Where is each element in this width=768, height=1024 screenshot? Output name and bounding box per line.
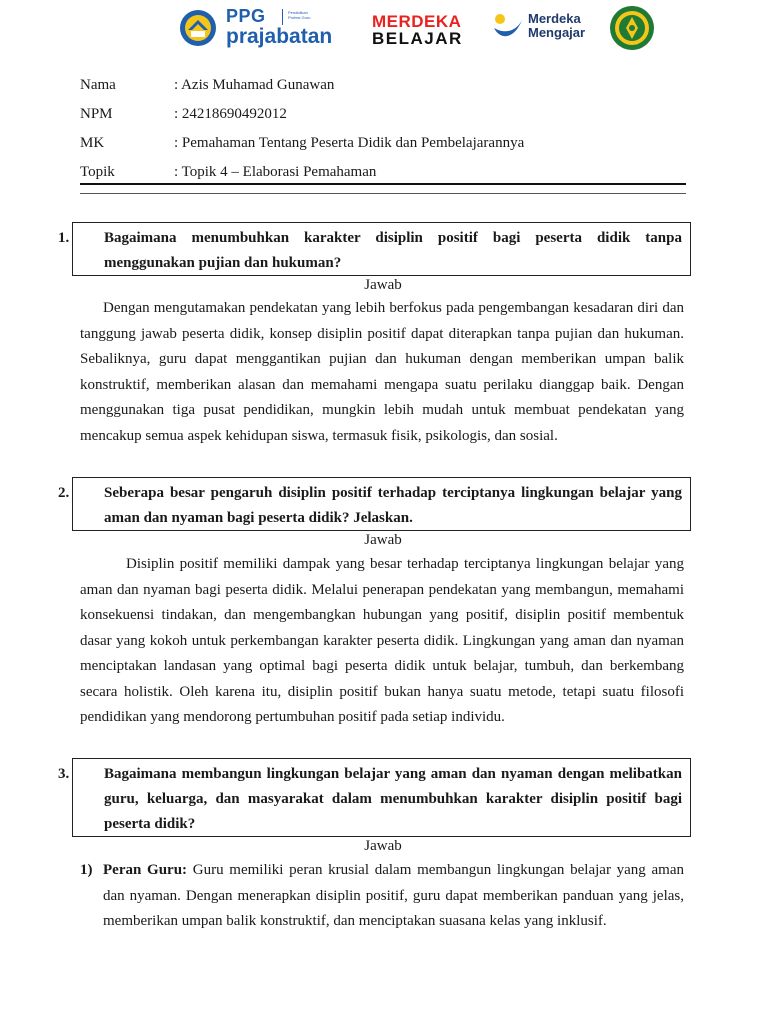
jawab-label-1: Jawab bbox=[364, 277, 402, 293]
mm-line1: Merdeka bbox=[528, 11, 581, 26]
question-1 bbox=[58, 226, 682, 276]
kemendikbud-logo-icon bbox=[176, 8, 220, 48]
header-divider-thin bbox=[80, 193, 686, 194]
header-divider-thick bbox=[80, 183, 686, 185]
university-seal-icon bbox=[608, 4, 656, 52]
answer-paragraph-1: Dengan mengutamakan pendekatan yang lebih berfokus pada pengembangan kesadaran diri dan tanggung jawab peserta didik, konsep disiplin positif dapat diterapkan tanpa pujian dan hukuman. Sebaliknya, guru dapat menggantikan pujian dan hukuman dengan memberikan umpan balik konstruktif, memberikan alasan dan memahami mengapa suatu perilaku dianggap baik. Dengan menggunakan tiga pusat pendidikan, mungkin lebih mudah untuk membuat pendekatan yang mencakup semua aspek kehidupan siswa, termasuk fisik, psikologis, dan sosial. bbox=[80, 300, 684, 444]
info-value: : Pemahaman Tentang Peserta Didik dan Pembelajarannya bbox=[174, 135, 525, 151]
answer-item-text: Guru memiliki peran krusial dalam membangun lingkungan belajar yang aman dan nyaman. Dengan menerapkan disiplin positif, guru dapat memberikan panduan yang jelas, memberikan umpan balik konstruktif, dan menciptakan suasana kelas yang inklusif. bbox=[103, 862, 684, 929]
info-row-topik bbox=[80, 163, 686, 192]
merdeka-mengajar-logo bbox=[528, 12, 585, 40]
header-logos bbox=[0, 0, 768, 56]
question-2 bbox=[58, 481, 682, 531]
merdeka-text: MERDEKA bbox=[372, 12, 462, 31]
info-label: Topik bbox=[80, 164, 115, 180]
question-box-1 bbox=[58, 222, 691, 276]
ppg-text: PPG bbox=[226, 6, 266, 26]
question-number: 3. bbox=[58, 766, 70, 782]
jawab-label-3: Jawab bbox=[364, 838, 402, 854]
question-text: Bagaimana menumbuhkan karakter disiplin positif bagi peserta didik tanpa menggunakan pujian dan hukuman? bbox=[104, 230, 682, 271]
info-label: NPM bbox=[80, 106, 113, 122]
answer-list-3 bbox=[80, 858, 684, 935]
mm-line2: Mengajar bbox=[528, 25, 586, 40]
question-text: Bagaimana membangun lingkungan belajar yang aman dan nyaman dengan melibatkan guru, keluarga, dan masyarakat dalam menumbuhkan karakter disiplin positif bagi peserta didik? bbox=[104, 766, 682, 832]
info-row-nama bbox=[80, 76, 686, 105]
student-info bbox=[80, 76, 686, 192]
belajar-text: BELAJAR bbox=[372, 29, 463, 48]
merdeka-mengajar-icon bbox=[490, 10, 524, 44]
question-box-2 bbox=[58, 477, 691, 531]
info-row-mk bbox=[80, 134, 686, 163]
question-text: Seberapa besar pengaruh disiplin positif terhadap terciptanya lingkungan belajar yang aman dan nyaman bagi peserta didik? Jelaskan. bbox=[104, 485, 682, 526]
answer-item-number: 1) bbox=[80, 862, 93, 878]
question-number: 1. bbox=[58, 230, 70, 246]
info-value: : Topik 4 – Elaborasi Pemahaman bbox=[174, 164, 377, 180]
prajabatan-text: prajabatan bbox=[226, 25, 333, 48]
info-row-npm bbox=[80, 105, 686, 134]
ppg-divider bbox=[282, 9, 283, 25]
info-label: MK bbox=[80, 135, 105, 151]
merdeka-belajar-logo bbox=[372, 13, 463, 47]
question-box-3 bbox=[58, 758, 691, 837]
question-3 bbox=[58, 762, 682, 837]
ppg-tagline: Pendidikan Profesi Guru bbox=[288, 10, 311, 20]
info-label: Nama bbox=[80, 77, 116, 93]
answer-paragraph-2: Disiplin positif memiliki dampak yang besar terhadap terciptanya lingkungan belajar yang aman dan nyaman bagi peserta didik. Melalui penerapan pendekatan yang membangun, memahami konsekuensi tindakan, dan mengembangkan hubungan yang positif, disiplin positif membentuk dasar yang kokoh untuk perkembangan karakter peserta didik. Lingkungan yang aman dan nyaman menciptakan landasan yang optimal bagi peserta didik untuk belajar, tumbuh, dan berkembang secara holistik. Oleh karena itu, disiplin positif bukan hanya suatu metode, tetapi suatu filosofi pendidikan yang mendorong pertumbuhan positif pada setiap individu. bbox=[80, 556, 684, 725]
ppg-prajabatan-logo bbox=[226, 7, 332, 48]
answer-item-title: Peran Guru: bbox=[103, 862, 188, 878]
info-value: : 24218690492012 bbox=[174, 106, 287, 122]
answer-item bbox=[80, 858, 684, 935]
question-number: 2. bbox=[58, 485, 70, 501]
jawab-label-2: Jawab bbox=[364, 532, 402, 548]
info-value: : Azis Muhamad Gunawan bbox=[174, 77, 335, 93]
